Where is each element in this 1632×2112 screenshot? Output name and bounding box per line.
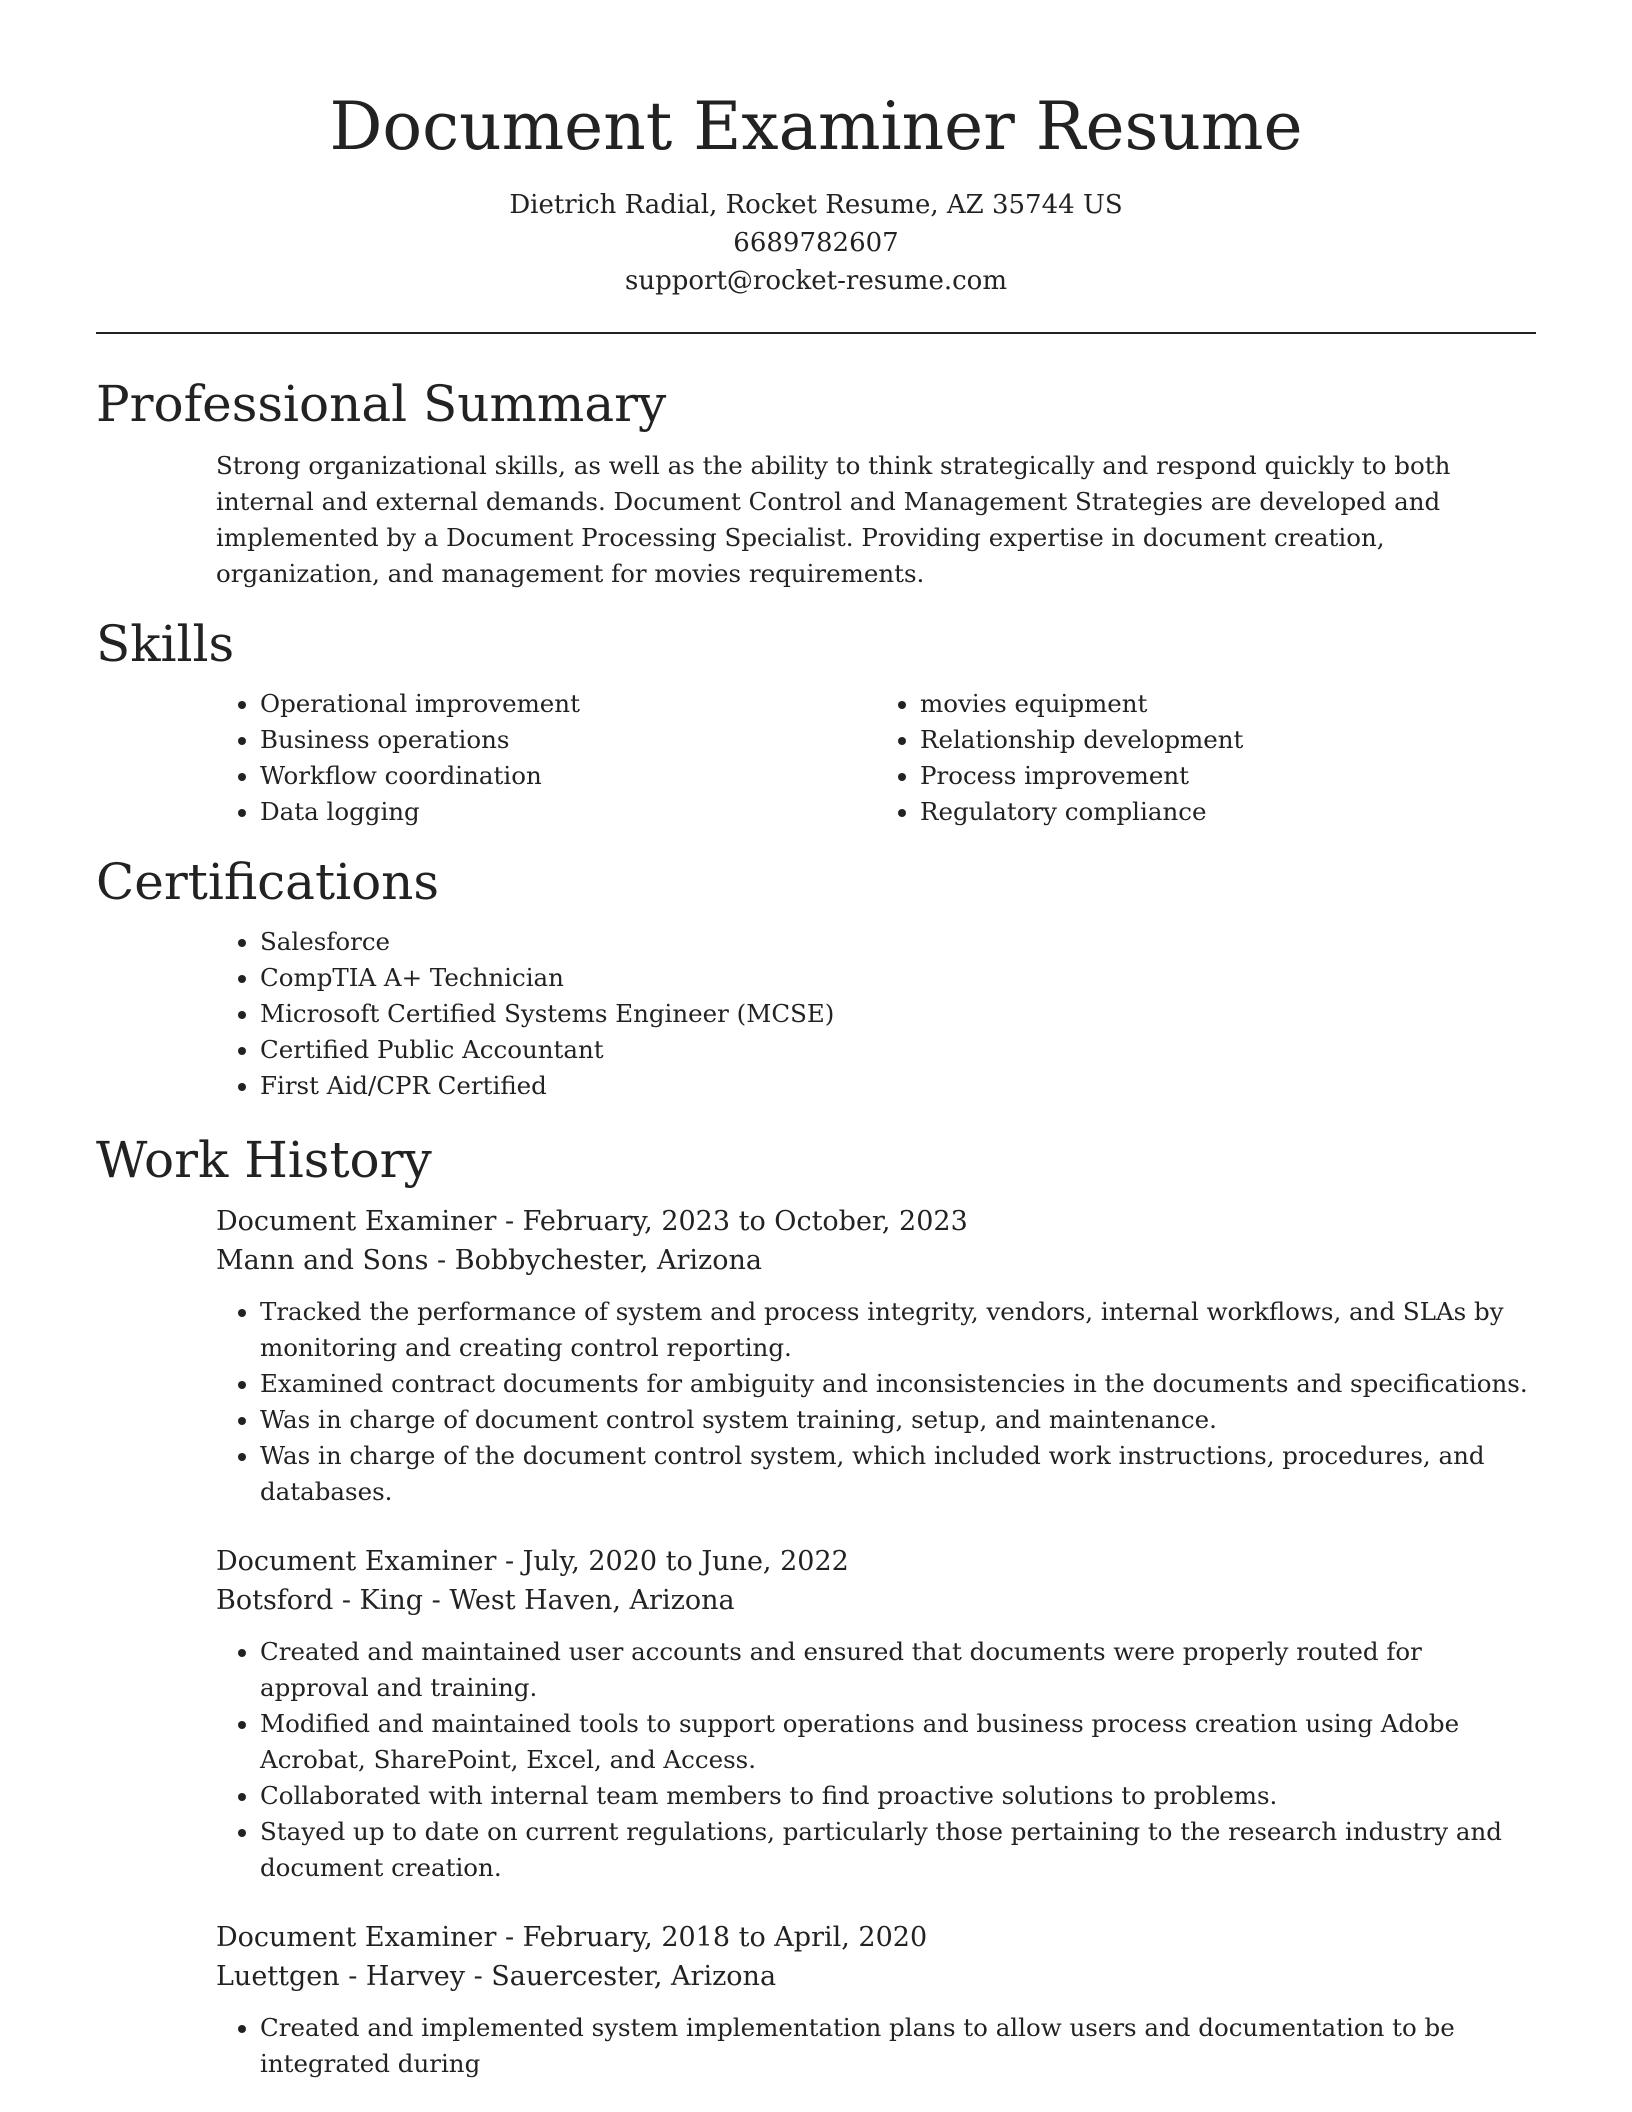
job-title: Document Examiner	[216, 1546, 497, 1577]
skills-list	[216, 686, 1536, 830]
list-item: • Regulatory compliance	[920, 794, 1536, 830]
job-dates: February, 2023 to October, 2023	[522, 1206, 968, 1237]
job-company-line: Mann and Sons - Bobbychester, Arizona	[216, 1245, 762, 1276]
resume-page	[96, 0, 1536, 2082]
list-item: • Data logging	[260, 794, 876, 830]
job-company: Botsford - King	[216, 1585, 424, 1616]
contact-block	[96, 186, 1536, 300]
job-entry	[216, 1202, 1536, 1510]
list-item: • Business operations	[260, 722, 876, 758]
job-bullets	[216, 1634, 1536, 1886]
job-title: Document Examiner	[216, 1206, 497, 1237]
job-company-line: Botsford - King - West Haven, Arizona	[216, 1585, 735, 1616]
list-item: • Operational improvement	[260, 686, 876, 722]
job-company-line: Luettgen - Harvey - Sauercester, Arizona	[216, 1961, 777, 1992]
job-location: Sauercester, Arizona	[491, 1961, 777, 1992]
job-entry	[216, 1542, 1536, 1886]
list-item: • Relationship development	[920, 722, 1536, 758]
list-item: • Collaborated with internal team members to find proactive solutions to problems.	[260, 1778, 1536, 1814]
job-dates: February, 2018 to April, 2020	[522, 1922, 928, 1953]
job-entry	[216, 1918, 1536, 2082]
list-item: • Examined contract documents for ambiguity and inconsistencies in the documents and specifications.	[260, 1366, 1536, 1402]
job-location: Bobbychester, Arizona	[454, 1245, 762, 1276]
job-title-line: Document Examiner - February, 2018 to April, 2020	[216, 1922, 928, 1953]
job-title: Document Examiner	[216, 1922, 497, 1953]
list-item: • Workflow coordination	[260, 758, 876, 794]
list-item: • Modified and maintained tools to support operations and business process creation using Adobe Acrobat, SharePoint, Excel, and Access.	[260, 1706, 1536, 1778]
job-bullets	[216, 1294, 1536, 1510]
job-dates: July, 2020 to June, 2022	[522, 1546, 849, 1577]
job-company: Luettgen - Harvey	[216, 1961, 465, 1992]
summary-text: Strong organizational skills, as well as the ability to think strategically and respond quickly to both internal and external demands. Document Control and Management Strategies are developed and implemented by a Document Processing Specialist. Providing expertise in document creation, organization, and management for movies requirements.	[216, 451, 1451, 588]
contact-email: support@rocket-resume.com	[624, 266, 1007, 296]
job-company: Mann and Sons	[216, 1245, 429, 1276]
list-item: • Was in charge of the document control system, which included work instructions, procedures, and databases.	[260, 1438, 1536, 1510]
contact-phone: 6689782607	[733, 228, 899, 258]
list-item: • Microsoft Certified Systems Engineer (MCSE)	[260, 996, 1536, 1032]
certifications-list	[216, 924, 1536, 1104]
skills-right-column	[876, 686, 1536, 830]
list-item: • Was in charge of document control system training, setup, and maintenance.	[260, 1402, 1536, 1438]
list-item: • Created and implemented system implementation plans to allow users and documentation to be integrated during	[260, 2010, 1536, 2082]
work-heading: Work History	[96, 1131, 432, 1189]
list-item: • CompTIA A+ Technician	[260, 960, 1536, 996]
certifications-heading: Certifications	[96, 853, 440, 911]
summary-heading: Professional Summary	[96, 375, 667, 433]
skills-heading: Skills	[96, 615, 235, 673]
list-item: • Created and maintained user accounts and ensured that documents were properly routed for approval and training.	[260, 1634, 1536, 1706]
job-title-line: Document Examiner - February, 2023 to October, 2023	[216, 1206, 968, 1237]
skills-left-column	[216, 686, 876, 830]
list-item: • Process improvement	[920, 758, 1536, 794]
job-location: West Haven, Arizona	[449, 1585, 735, 1616]
job-title-line: Document Examiner - July, 2020 to June, 2022	[216, 1546, 849, 1577]
list-item: • Salesforce	[260, 924, 1536, 960]
list-item: • Stayed up to date on current regulations, particularly those pertaining to the research industry and document creation.	[260, 1814, 1536, 1886]
list-item: • Certified Public Accountant	[260, 1032, 1536, 1068]
list-item: • movies equipment	[920, 686, 1536, 722]
header-divider	[96, 332, 1536, 334]
list-item: • Tracked the performance of system and process integrity, vendors, internal workflows, and SLAs by monitoring and creating control reporting.	[260, 1294, 1536, 1366]
list-item: • First Aid/CPR Certified	[260, 1068, 1536, 1104]
contact-address: Dietrich Radial, Rocket Resume, AZ 35744 US	[509, 190, 1123, 220]
page-title: Document Examiner Resume	[329, 88, 1303, 165]
job-bullets	[216, 2010, 1536, 2082]
